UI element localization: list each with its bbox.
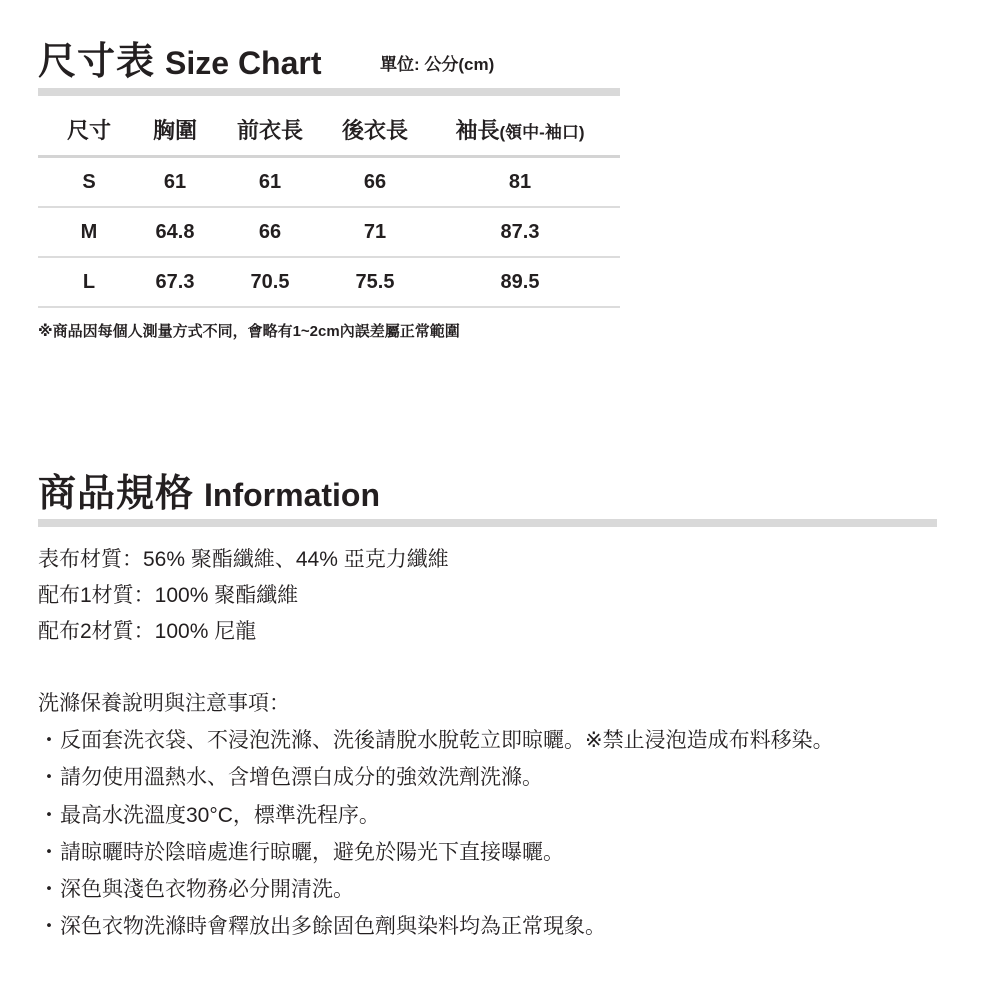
care-item-text: 深色衣物洗滌時會釋放出多餘固色劑與染料均為正常現象。	[60, 915, 606, 939]
unit-label: 單位: 公分(cm)	[380, 55, 495, 74]
bullet: ・	[38, 840, 60, 864]
care-item-text: 深色與淺色衣物務必分開清洗。	[60, 878, 354, 902]
list-item	[38, 722, 834, 759]
care-instructions-list	[38, 722, 834, 946]
cell-back-length: 66	[330, 157, 420, 208]
cell-front-length: 70.5	[210, 257, 330, 307]
cell-sleeve-length: 87.3	[420, 207, 620, 257]
list-item	[38, 871, 834, 908]
bullet: ・	[38, 766, 60, 790]
list-item	[38, 834, 834, 871]
cell-back-length: 71	[330, 207, 420, 257]
list-item	[38, 797, 834, 834]
information-divider	[38, 519, 937, 527]
cell-front-length: 66	[210, 207, 330, 257]
care-item-text: 反面套洗衣袋、不浸泡洗滌、洗後請脫水脫乾立即晾曬。※禁止浸泡造成布料移染。	[60, 729, 834, 752]
list-item	[38, 759, 834, 796]
size-chart-title	[38, 30, 322, 85]
measurement-note: ※商品因每個人測量方式不同，會略有1~2cm內誤差屬正常範圍	[38, 323, 460, 340]
information-title-zh: 商品規格	[38, 473, 195, 515]
material-line: 配布1材質：100% 聚酯纖維	[38, 584, 299, 607]
table-row	[38, 207, 620, 257]
size-chart-title-en: Size Chart	[165, 45, 322, 81]
table-row	[38, 257, 620, 307]
size-table-header	[38, 104, 620, 157]
cell-front-length: 61	[210, 157, 330, 208]
size-table	[38, 104, 620, 308]
care-item-text: 請晾曬時於陰暗處進行晾曬，避免於陽光下直接曝曬。	[60, 840, 564, 864]
header-back-length: 後衣長	[330, 104, 420, 157]
material-line: 表布材質：56% 聚酯纖維、44% 亞克力纖維	[38, 548, 449, 571]
header-sleeve-length	[420, 104, 620, 157]
header-sleeve-main: 袖長	[455, 118, 500, 143]
care-item-text: 最高水洗溫度30°C，標準洗程序。	[60, 803, 380, 827]
bullet: ・	[38, 729, 60, 752]
materials-list	[38, 542, 449, 650]
bullet: ・	[38, 915, 60, 939]
information-title-en: Information	[204, 477, 380, 513]
cell-size: L	[38, 257, 140, 307]
care-item-text: 請勿使用溫熱水、含增色漂白成分的強效洗劑洗滌。	[60, 766, 543, 790]
header-size: 尺寸	[38, 104, 140, 157]
cell-chest: 64.8	[140, 207, 210, 257]
size-chart-divider	[38, 88, 620, 96]
information-title	[38, 462, 380, 517]
header-front-length: 前衣長	[210, 104, 330, 157]
header-chest: 胸圍	[140, 104, 210, 157]
care-instructions-title: 洗滌保養說明與注意事項：	[38, 692, 290, 715]
cell-sleeve-length: 89.5	[420, 257, 620, 307]
bullet: ・	[38, 878, 60, 902]
cell-chest: 61	[140, 157, 210, 208]
cell-size: S	[38, 157, 140, 208]
cell-chest: 67.3	[140, 257, 210, 307]
header-sleeve-note: (領中-袖口)	[499, 123, 585, 142]
material-line: 配布2材質：100% 尼龍	[38, 620, 257, 643]
cell-sleeve-length: 81	[420, 157, 620, 208]
bullet: ・	[38, 803, 60, 827]
list-item	[38, 908, 834, 945]
cell-size: M	[38, 207, 140, 257]
table-row	[38, 157, 620, 208]
cell-back-length: 75.5	[330, 257, 420, 307]
size-chart-title-zh: 尺寸表	[38, 41, 156, 83]
